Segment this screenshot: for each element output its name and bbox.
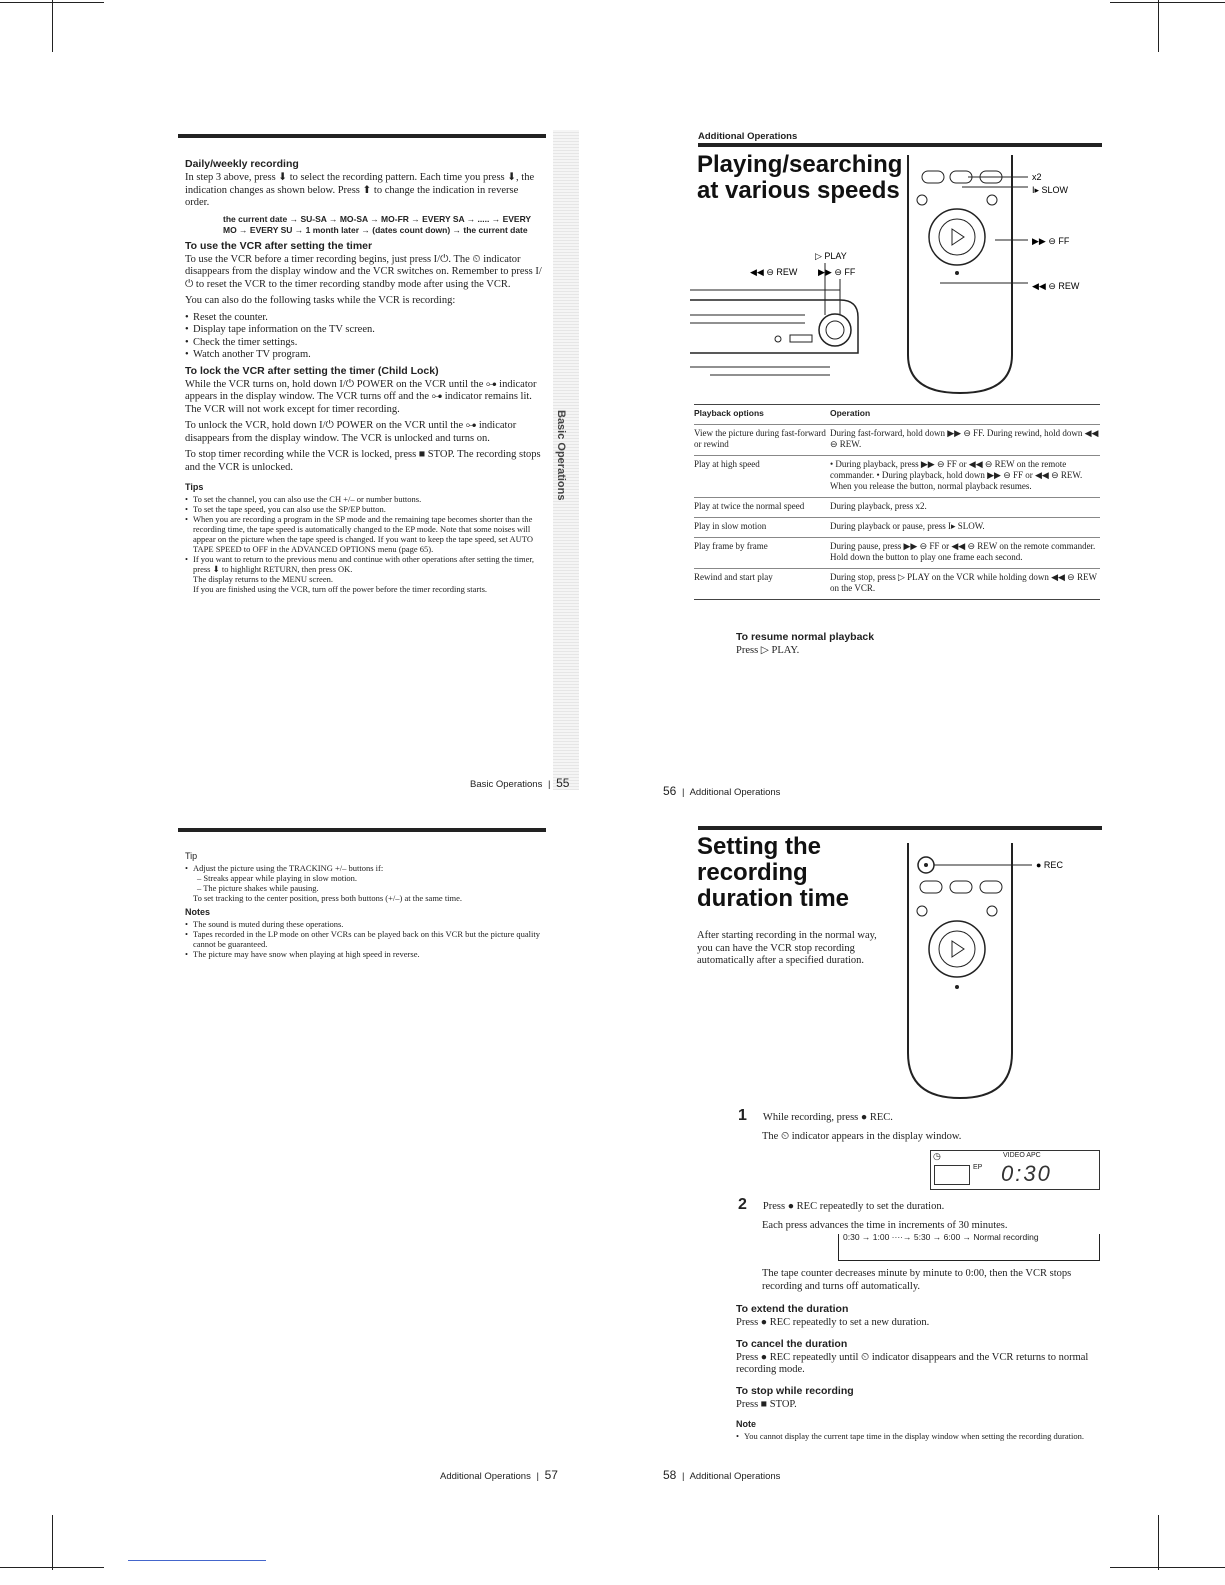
crop-mark xyxy=(1158,0,1159,52)
lock-text-1: While the VCR turns on, hold down I/⏻ POWER on the VCR until the ⊶ indicator appears in the display window. The VCR turns off and the ⊶ indicator remains lit. The VCR will not work except for timer recording. xyxy=(185,378,537,415)
list-item: • You cannot display the current tape time in the display window when setting the recording duration. xyxy=(736,1431,1098,1441)
title-line-2: at various speeds xyxy=(697,177,900,204)
tips-list xyxy=(185,494,543,574)
rc-label-ff: ▶▶ ⊖ FF xyxy=(1032,236,1070,246)
task-list xyxy=(185,312,543,362)
table-header xyxy=(694,404,1100,424)
heading-tips: Tips xyxy=(185,482,204,492)
tips-extra-1: The display returns to the MENU screen. xyxy=(193,574,333,584)
footer-separator: | xyxy=(682,1471,685,1482)
display-window xyxy=(930,1150,1100,1190)
tip-sub: – Streaks appear while playing in slow motion. xyxy=(197,873,358,883)
page-title xyxy=(697,834,849,912)
cassette-icon xyxy=(934,1165,970,1185)
resume-text: Press ▷ PLAY. xyxy=(736,645,800,656)
heading-daily: Daily/weekly recording xyxy=(185,158,299,170)
list-item: • Check the timer settings. xyxy=(185,337,543,350)
vcr-illustration xyxy=(690,245,870,380)
rc-label-rec: ● REC xyxy=(1036,860,1063,870)
table-cell: View the picture during fast-forward or rewind xyxy=(694,428,826,449)
step-text: While recording, press ● REC. xyxy=(762,1112,893,1123)
vcr-label-play: ▷ PLAY xyxy=(815,251,847,261)
page-57-footer xyxy=(440,1468,558,1482)
title-line-1: Playing/searching xyxy=(697,151,903,178)
cancel-text: Press ● REC repeatedly until ⏲ indicator disappears and the VCR returns to normal recording mode. xyxy=(736,1351,1089,1375)
table-cell: Play in slow motion xyxy=(694,521,767,531)
heading-extend: To extend the duration xyxy=(736,1303,849,1315)
page-number: 58 xyxy=(663,1468,677,1482)
footer-separator: | xyxy=(682,787,685,798)
list-item: • To set the channel, you can also use the CH +/– or number buttons. xyxy=(185,494,543,504)
list-item: • Watch another TV program. xyxy=(185,349,543,362)
rc-label-rew: ◀◀ ⊖ REW xyxy=(1032,281,1080,291)
page-58-footer xyxy=(663,1468,780,1482)
remote-illustration xyxy=(900,843,1100,1103)
page-58-top-rule xyxy=(698,826,1102,830)
footer-section: Additional Operations xyxy=(689,787,781,798)
table-cell: • During playback, press ▶▶ ⊖ FF or ◀◀ ⊖ REW on the remote commander. • During playback, hold down ▶▶ ⊖ FF or ◀◀ ⊖ REW. When you release the button, normal playback resumes. xyxy=(830,459,1083,491)
table-cell: During stop, press ▷ PLAY on the VCR while holding down ◀◀ ⊖ REW on the VCR. xyxy=(830,572,1097,593)
resume-section xyxy=(736,628,1096,658)
stop-text: Press ■ STOP. xyxy=(736,1398,797,1410)
table-cell: Play at twice the normal speed xyxy=(694,501,805,511)
crop-mark xyxy=(52,1515,53,1570)
table-row xyxy=(694,517,1100,537)
heading-tip: Tip xyxy=(185,851,198,861)
recording-pattern-sequence: the current date → SU-SA → MO-SA → MO-FR → EVERY SA → ..... → EVERY MO → EVERY SU → 1 month later → (dates count down) → the current date xyxy=(223,213,531,235)
use-text-2: You can also do the following tasks while the VCR is recording: xyxy=(185,295,456,306)
tip-list xyxy=(185,863,543,873)
daily-text: In step 3 above, press ⬇ to select the recording pattern. Each time you press ⬇, the indication changes as shown below. Press ⬆ to change the indication in reverse order. xyxy=(185,172,535,208)
lock-text-3: To stop timer recording while the VCR is locked, press ■ STOP. The recording stops and the VCR is unlocked. xyxy=(185,449,541,473)
section-header: Additional Operations xyxy=(698,131,798,142)
table-row xyxy=(694,497,1100,517)
list-item: • The sound is muted during these operations. xyxy=(185,919,543,929)
lcd-time: 0:30 xyxy=(1001,1161,1052,1186)
step-2 xyxy=(738,1196,1098,1233)
footer-separator: | xyxy=(547,779,551,790)
page-number: 57 xyxy=(544,1468,558,1482)
page-57-content xyxy=(185,848,543,959)
heading-cancel: To cancel the duration xyxy=(736,1337,848,1350)
lcd-top-label: VIDEO APC xyxy=(1003,1152,1041,1159)
page-55-top-rule xyxy=(178,134,546,138)
rc-label-slow: I▸ SLOW xyxy=(1032,185,1069,195)
tips-extra-2: If you are finished using the VCR, turn off the power before the timer recording starts. xyxy=(193,584,488,594)
intro-text: After starting recording in the normal way, you can have the VCR stop recording automatically after a specified duration. xyxy=(697,930,877,966)
table-cell: During playback, press x2. xyxy=(830,501,927,511)
footer-section: Basic Operations xyxy=(470,779,543,790)
table-cell: Rewind and start play xyxy=(694,572,773,582)
table-row xyxy=(694,455,1100,497)
crop-mark xyxy=(1110,1567,1225,1568)
page-56-top-rule xyxy=(698,143,1102,147)
link-underline xyxy=(128,1560,266,1561)
step-text: Press ● REC repeatedly to set the duration. xyxy=(762,1201,945,1212)
step-number: 1 xyxy=(738,1107,747,1124)
list-item: • To set the tape speed, you can also use the SP/EP button. xyxy=(185,504,543,514)
rc-label-x2: x2 xyxy=(1032,172,1042,182)
table-cell: During fast-forward, hold down ▶▶ ⊖ FF. During rewind, hold down ◀◀ ⊖ REW. xyxy=(830,428,1099,449)
duration-sequence-box xyxy=(838,1234,1100,1261)
tip-extra: To set tracking to the center position, press both buttons (+/–) at the same time. xyxy=(193,893,463,903)
table-header-cell: Operation xyxy=(830,408,871,418)
table-row xyxy=(694,537,1100,568)
vcr-label-rew: ◀◀ ⊖ REW xyxy=(750,267,798,277)
step-2-after: The tape counter decreases minute by minute to 0:00, then the VCR stops recording and turns off automatically. xyxy=(762,1268,1072,1292)
lcd-ep: EP xyxy=(973,1164,983,1171)
table-cell: During pause, press ▶▶ ⊖ FF or ◀◀ ⊖ REW on the remote commander. Hold down the button to play one frame each second. xyxy=(830,541,1096,562)
heading-child-lock: To lock the VCR after setting the timer (Child Lock) xyxy=(185,364,439,377)
crop-mark xyxy=(0,2,104,3)
crop-mark xyxy=(1110,2,1225,3)
list-item: • Adjust the picture using the TRACKING +/– buttons if: xyxy=(185,863,543,873)
page-55-side-label: Basic Operations xyxy=(555,410,567,501)
page-number: 55 xyxy=(556,776,570,790)
lock-text-2: To unlock the VCR, hold down I/⏻ POWER on the VCR until the ⊶ indicator disappears from the display window. The VCR is unlocked and turns on. xyxy=(185,420,517,444)
list-item: • The picture may have snow when playing at high speed in reverse. xyxy=(185,949,543,959)
footer-separator: | xyxy=(536,1471,539,1482)
table-header-cell: Playback options xyxy=(694,408,764,418)
duration-sequence: 0:30 → 1:00 ····→ 5:30 → 6:00 → Normal recording xyxy=(843,1232,1039,1242)
heading-notes: Notes xyxy=(185,907,211,917)
footer-section: Additional Operations xyxy=(440,1471,531,1482)
list-item: • If you want to return to the previous menu and continue with other operations after setting the timer, press ⬇ to highlight RETURN, then press OK. xyxy=(185,554,543,574)
page-title xyxy=(697,152,902,204)
extend-text: Press ● REC repeatedly to set a new duration. xyxy=(736,1317,930,1328)
heading-note: Note xyxy=(736,1419,756,1429)
heading-resume: To resume normal playback xyxy=(736,631,875,643)
crop-mark xyxy=(0,1567,104,1568)
heading-use-vcr: To use the VCR after setting the timer xyxy=(185,239,373,252)
page-57-top-rule xyxy=(178,828,546,832)
table-cell: Play at high speed xyxy=(694,459,760,469)
timer-icon: ◷ xyxy=(933,1151,941,1161)
list-item: • Tapes recorded in the LP mode on other VCRs can be played back on this VCR but the picture quality cannot be guaranteed. xyxy=(185,929,543,949)
title-line-3: duration time xyxy=(697,885,850,912)
list-item: • Display tape information on the TV screen. xyxy=(185,324,543,337)
step-sub: Each press advances the time in increments of 30 minutes. xyxy=(762,1220,1008,1231)
vcr-label-ff: ▶▶ ⊖ FF xyxy=(818,267,856,277)
step-1 xyxy=(738,1107,1098,1144)
heading-stop: To stop while recording xyxy=(736,1384,854,1397)
page-55-footer xyxy=(470,776,569,790)
page-number: 56 xyxy=(663,784,677,798)
page-58-subsections xyxy=(736,1300,1098,1441)
table-row xyxy=(694,568,1100,600)
step-number: 2 xyxy=(738,1196,747,1213)
tip-sub: – The picture shakes while pausing. xyxy=(197,883,319,893)
use-text-1: To use the VCR before a timer recording begins, just press I/⏻. The ⏲ indicator disappears from the display window and the VCR switches on. Remember to press I/⏻ to reset the VCR to the timer recording standby mode after using the VCR. xyxy=(185,253,542,290)
list-item: • When you are recording a program in the SP mode and the remaining tape becomes shorter than the recording time, the tape speed is automatically changed to the EP mode. Note that some noises will appear on the picture when the tape speed is changed. If you want to keep the tape speed, set AUTO TAPE SPEED to OFF in the ADVANCED OPTIONS menu (page 65). xyxy=(185,514,543,554)
table-cell: During playback or pause, press I▸ SLOW. xyxy=(830,521,985,531)
page-55-content xyxy=(185,155,543,594)
list-item: • Reset the counter. xyxy=(185,312,543,325)
table-cell: Play frame by frame xyxy=(694,541,768,551)
title-line-2: recording xyxy=(697,859,808,886)
note-list xyxy=(736,1431,1098,1441)
step-sub: The ⏲ indicator appears in the display window. xyxy=(762,1131,962,1142)
title-line-1: Setting the xyxy=(697,833,821,860)
remote-illustration xyxy=(900,155,1100,400)
table-row xyxy=(694,424,1100,455)
notes-list xyxy=(185,919,543,959)
playback-options-table xyxy=(694,404,1100,600)
page-56-footer xyxy=(663,784,780,798)
crop-mark xyxy=(52,0,53,52)
footer-section: Additional Operations xyxy=(689,1471,781,1482)
crop-mark xyxy=(1158,1515,1159,1570)
